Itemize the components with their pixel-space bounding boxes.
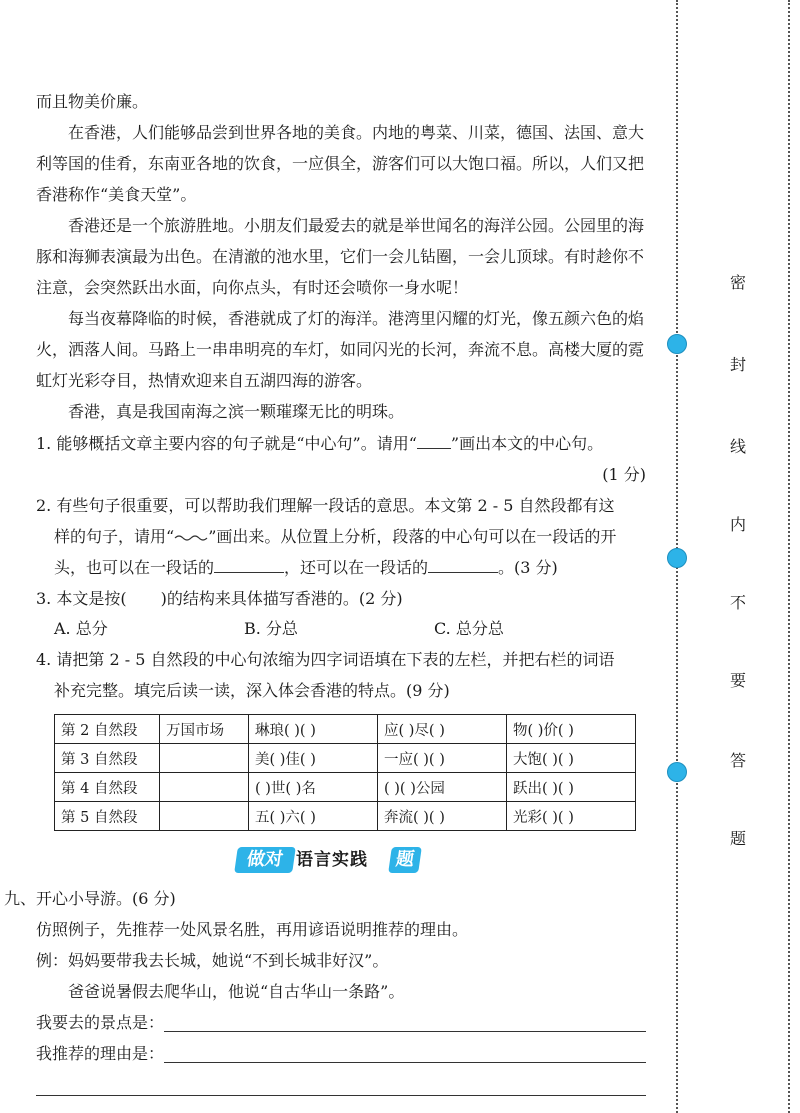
seal-char: 不 xyxy=(729,593,746,612)
question-2-text: ，还可以在一段话的 xyxy=(284,558,429,577)
paragraph-cell: 第 2 自然段 xyxy=(55,715,160,744)
word-cell[interactable]: 琳琅( )( ) xyxy=(249,715,378,744)
question-2-line2 xyxy=(36,521,646,552)
seal-char: 封 xyxy=(729,355,746,374)
question-2-text: 样的句子，请用“ xyxy=(54,527,175,546)
table-row xyxy=(55,715,636,744)
reason-line-extra[interactable] xyxy=(36,1069,646,1096)
banner-part2: 语言实践 xyxy=(296,850,368,870)
section-9-title: 九、开心小导游。(6 分) xyxy=(4,889,176,908)
passage-line: 而且物美价廉。 xyxy=(36,92,149,111)
section-banner xyxy=(236,845,422,875)
section-9 xyxy=(4,883,646,914)
banner-part1: 做对 xyxy=(234,847,296,873)
question-2-text: ”画出来。从位置上分析，段落的中心句可以在一段话的开 xyxy=(208,527,617,546)
question-3-options xyxy=(36,614,646,644)
binding-hole-icon xyxy=(667,548,687,568)
seal-char: 答 xyxy=(729,751,746,770)
option-a[interactable]: A. 总分 xyxy=(54,619,108,638)
question-2-line3 xyxy=(36,552,646,583)
answer-blank[interactable] xyxy=(428,558,498,573)
question-1-text-b: ”画出本文的中心句。 xyxy=(450,434,604,453)
paragraph-cell: 第 5 自然段 xyxy=(55,802,160,831)
reason-label: 我推荐的理由是： xyxy=(36,1044,165,1063)
wavy-line-icon xyxy=(174,533,208,543)
passage-paragraph: 每当夜幕降临的时候，香港就成了灯的海洋。港湾里闪耀的灯光，像五颜六色的焰火，洒落人间。马路上一串串明亮的车灯，如同闪光的长河，奔流不息。高楼大厦的霓虹灯光彩夺目，热情欢迎来自五湖四海的游客。 xyxy=(36,309,645,390)
underline-sample xyxy=(417,434,451,449)
reason-field[interactable] xyxy=(36,1038,646,1069)
word-cell[interactable]: 大饱( )( ) xyxy=(507,744,636,773)
question-3-text: 3. 本文是按( xyxy=(36,589,127,608)
seal-char: 线 xyxy=(729,437,746,456)
passage-paragraph: 在香港，人们能够品尝到世界各地的美食。内地的粤菜、川菜，德国、法国、意大利等国的佳肴，东南亚各地的饮食，一应俱全，游客们可以大饱口福。所以，人们又把香港称作“美食天堂”。 xyxy=(36,123,645,204)
question-2-text: 头，也可以在一段话的 xyxy=(54,558,215,577)
question-3-text: )的结构来具体描写香港的。(2 分) xyxy=(160,589,403,608)
passage-paragraph: 香港，真是我国南海之滨一颗璀璨无比的明珠。 xyxy=(68,402,405,421)
destination-line[interactable] xyxy=(164,1011,646,1032)
word-cell[interactable]: 物( )价( ) xyxy=(507,715,636,744)
seal-char: 密 xyxy=(729,273,746,292)
seal-char: 内 xyxy=(729,515,746,534)
destination-field[interactable] xyxy=(36,1007,646,1038)
question-4-line1: 4. 请把第 2 - 5 自然段的中心句浓缩为四字词语填在下表的左栏，并把右栏的词语 xyxy=(36,650,615,669)
option-c[interactable]: C. 总分总 xyxy=(434,619,504,638)
paragraph-cell: 第 3 自然段 xyxy=(55,744,160,773)
question-1-score: (1 分) xyxy=(602,465,646,484)
question-1 xyxy=(36,428,646,459)
word-cell[interactable]: ( )世( )名 xyxy=(249,773,378,802)
words-table xyxy=(54,714,636,831)
summary-cell[interactable] xyxy=(160,773,249,802)
banner-part3: 题 xyxy=(388,847,422,873)
binding-hole-icon xyxy=(667,762,687,782)
summary-cell[interactable]: 万国市场 xyxy=(160,715,249,744)
binding-hole-icon xyxy=(667,334,687,354)
section-9-example: 爸爸说暑假去爬华山，他说“自古华山一条路”。 xyxy=(68,982,405,1001)
word-cell[interactable]: ( )( )公园 xyxy=(378,773,507,802)
section-9-instruction: 仿照例子，先推荐一处风景名胜，再用谚语说明推荐的理由。 xyxy=(36,920,469,939)
summary-cell[interactable] xyxy=(160,744,249,773)
word-cell[interactable]: 一应( )( ) xyxy=(378,744,507,773)
option-b[interactable]: B. 分总 xyxy=(244,619,298,638)
table-row xyxy=(55,773,636,802)
question-2-line1: 2. 有些句子很重要，可以帮助我们理解一段话的意思。本文第 2 - 5 自然段都有这 xyxy=(36,496,615,515)
word-cell[interactable]: 光彩( )( ) xyxy=(507,802,636,831)
table-row xyxy=(55,802,636,831)
word-cell[interactable]: 应( )尽( ) xyxy=(378,715,507,744)
word-cell[interactable]: 美( )佳( ) xyxy=(249,744,378,773)
seal-char: 要 xyxy=(729,671,746,690)
answer-blank[interactable] xyxy=(214,558,284,573)
table-row xyxy=(55,744,636,773)
question-4-line2: 补充完整。填完后读一读，深入体会香港的特点。(9 分) xyxy=(54,681,450,700)
destination-label: 我要去的景点是： xyxy=(36,1013,165,1032)
passage-paragraph: 香港还是一个旅游胜地。小朋友们最爱去的就是举世闻名的海洋公园。公园里的海豚和海狮表演最为出色。在清澈的池水里，它们一会儿钻圈，一会儿顶球。有时趁你不注意，会突然跃出水面，向你点头，有时还会喷你一身水呢！ xyxy=(36,216,645,297)
word-cell[interactable]: 五( )六( ) xyxy=(249,802,378,831)
main-content xyxy=(4,86,646,1096)
word-cell[interactable]: 跃出( )( ) xyxy=(507,773,636,802)
question-1-text-a: 1. 能够概括文章主要内容的句子就是“中心句”。请用“ xyxy=(36,434,417,453)
reason-line[interactable] xyxy=(164,1042,646,1063)
cut-line-right xyxy=(788,0,790,1113)
section-9-example: 例：妈妈要带我去长城，她说“不到长城非好汉”。 xyxy=(36,951,389,970)
question-3 xyxy=(36,583,646,614)
question-2-text: 。(3 分) xyxy=(498,558,558,577)
word-cell[interactable]: 奔流( )( ) xyxy=(378,802,507,831)
paragraph-cell: 第 4 自然段 xyxy=(55,773,160,802)
seal-char: 题 xyxy=(729,829,746,848)
summary-cell[interactable] xyxy=(160,802,249,831)
